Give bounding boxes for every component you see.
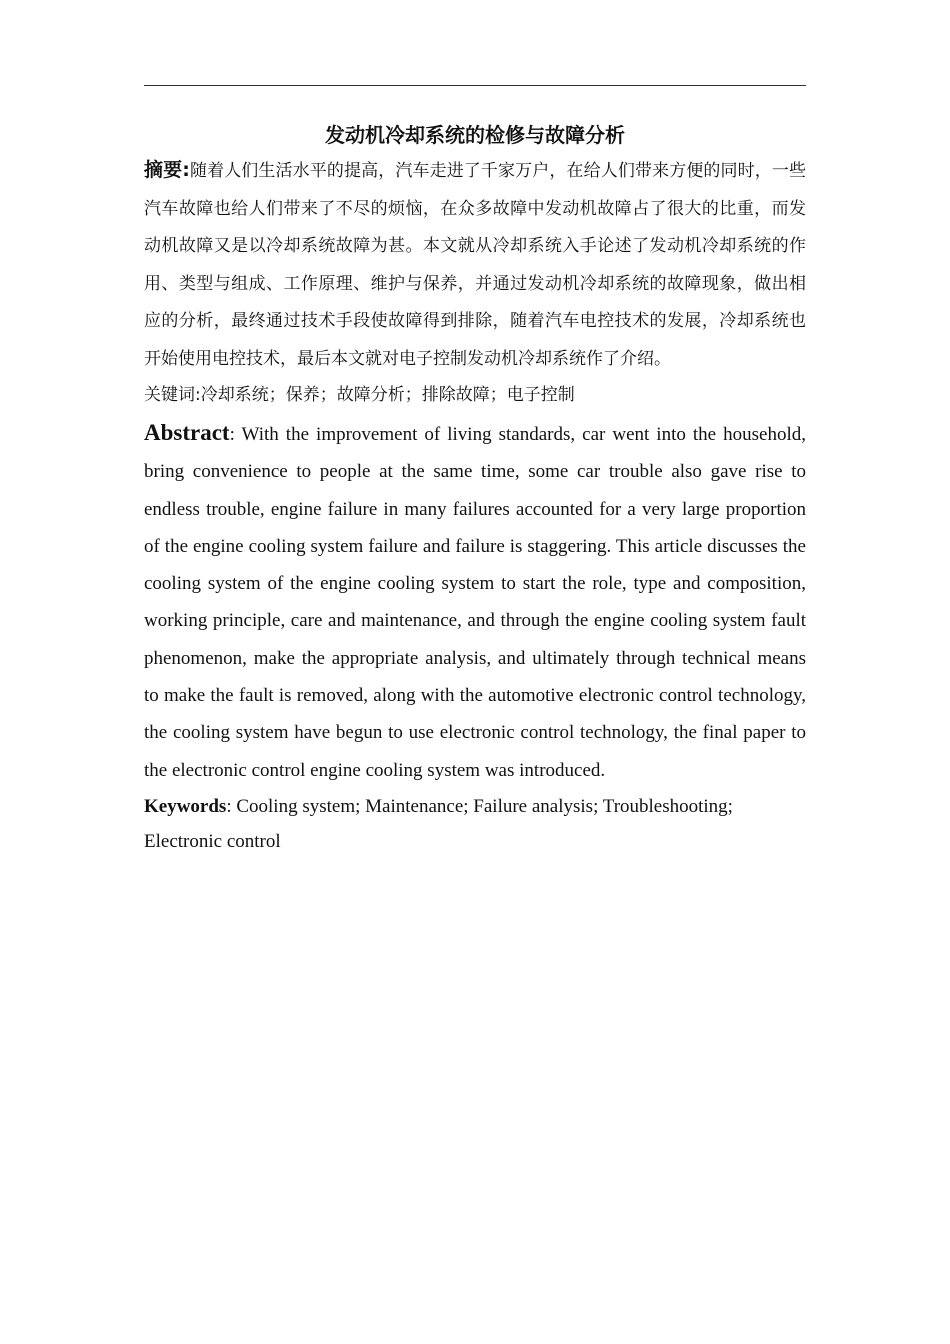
header-rule [144, 85, 806, 86]
page-title: 发动机冷却系统的检修与故障分析 [325, 123, 625, 147]
english-abstract [144, 414, 806, 789]
english-keywords-text-line1: : Cooling system; Maintenance; Failure analysis; Troubleshooting; [226, 795, 733, 817]
chinese-keywords-label: 关键词: [144, 385, 201, 405]
chinese-keywords [144, 378, 806, 412]
english-keywords-label: Keywords [144, 795, 227, 817]
chinese-abstract-label: 摘要: [144, 159, 190, 181]
page-content [144, 118, 806, 859]
english-abstract-label: Abstract [144, 420, 230, 445]
chinese-abstract [144, 152, 806, 378]
english-abstract-text: : With the improvement of living standards, car went into the household, bring convenience to people at the same time, some car trouble also gave rise to endless trouble, engine failure in many failures accounted for a very large proportion of the engine cooling system failure and failure is staggering. This article discusses the cooling system of the engine cooling system to start the role, type and composition, working principle, care and maintenance, and through the engine cooling system fault phenomenon, make the appropriate analysis, and ultimately through technical means to make the fault is removed, along with the automotive electronic control technology, the cooling system have begun to use electronic control technology, the final paper to the electronic control engine cooling system was introduced. [144, 424, 806, 781]
chinese-keywords-text: 冷却系统；保养；故障分析；排除故障；电子控制 [200, 385, 575, 405]
chinese-abstract-text: 随着人们生活水平的提高，汽车走进了千家万户，在给人们带来方便的同时，一些汽车故障也给人们带来了不尽的烦恼，在众多故障中发动机故障占了很大的比重，而发动机故障又是以冷却系统故障为甚。本文就从冷却系统入手论述了发动机冷却系统的作用、类型与组成、工作原理、维护与保养，并通过发动机冷却系统的故障现象，做出相应的分析，最终通过技术手段使故障得到排除，随着汽车电控技术的发展，冷却系统也开始使用电控技术，最后本文就对电子控制发动机冷却系统作了介绍。 [144, 161, 807, 369]
english-keywords [144, 789, 806, 859]
english-keywords-text-line2: Electronic control [144, 830, 281, 852]
